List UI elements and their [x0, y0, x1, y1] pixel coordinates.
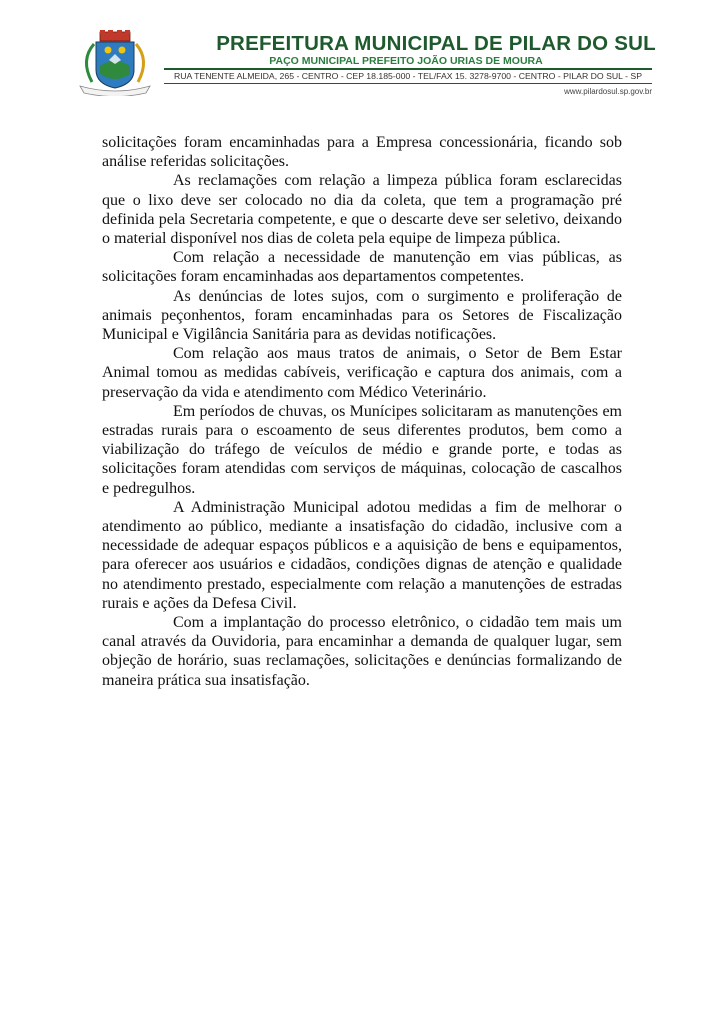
body-paragraph: A Administração Municipal adotou medidas a fim de melhorar o atendimento ao público, mediante a insatisfação do cidadão, inclusive com a necessidade de adequar espaços públicos e a aquisição de bens e equipamentos, para oferecer aos usuários e cidadãos, condições dignas de atenção e qualidade no atendimento prestado, especialmente com relação a manutenções de estradas rurais e ações da Defesa Civil.	[102, 498, 622, 612]
letterhead	[0, 0, 724, 110]
document-body	[102, 133, 622, 690]
body-paragraph: Com a implantação do processo eletrônico, o cidadão tem mais um canal através da Ouvidoria, para encaminhar a demanda de qualquer lugar, sem objeção de horário, suas reclamações, solicitações e denúncias formalizando de maneira prática sua insatisfação.	[102, 614, 622, 689]
body-paragraph: Em períodos de chuvas, os Munícipes solicitaram as manutenções em estradas rurais para o escoamento de seus diferentes produtos, bem como a viabilização do tráfego de veículos de médio e grande porte, e todas as solicitações foram atendidas com serviços de máquinas, colocação de cascalhos e pedregulhos.	[102, 402, 622, 497]
body-paragraph: As denúncias de lotes sujos, com o surgimento e proliferação de animais peçonhentos, foram encaminhadas para os Setores de Fiscalização Municipal e Vigilância Sanitária para as devidas notificações.	[102, 287, 622, 344]
body-paragraph: solicitações foram encaminhadas para a Empresa concessionária, ficando sob análise referidas solicitações.	[102, 134, 622, 171]
letterhead-website: www.pilardosul.sp.gov.br	[564, 87, 652, 96]
letterhead-title: PREFEITURA MUNICIPAL DE PILAR DO SUL	[216, 32, 656, 55]
body-paragraph: Com relação a necessidade de manutenção em vias públicas, as solicitações foram encaminhadas aos departamentos competentes.	[102, 249, 622, 286]
letterhead-divider	[164, 68, 652, 70]
letterhead-divider-bottom	[164, 83, 652, 84]
letterhead-subtitle: PAÇO MUNICIPAL PREFEITO JOÃO URIAS DE MOURA	[269, 55, 543, 67]
municipal-coat-of-arms-icon	[74, 30, 156, 96]
letterhead-address: RUA TENENTE ALMEIDA, 265 - CENTRO - CEP 18.185-000 - TEL/FAX 15. 3278-9700 - CENTRO - PILAR DO SUL - SP	[173, 71, 642, 81]
body-paragraph: Com relação aos maus tratos de animais, o Setor de Bem Estar Animal tomou as medidas cabíveis, verificação e captura dos animais, com a preservação da vida e atendimento com Médico Veterinário.	[102, 345, 622, 401]
body-paragraph: As reclamações com relação a limpeza pública foram esclarecidas que o lixo deve ser colocado no dia da coleta, que tem a programação pré definida pela Secretaria competente, e que o descarte deve ser seletivo, deixando o material disponível nos dias de coleta pela equipe de limpeza pública.	[102, 172, 622, 248]
